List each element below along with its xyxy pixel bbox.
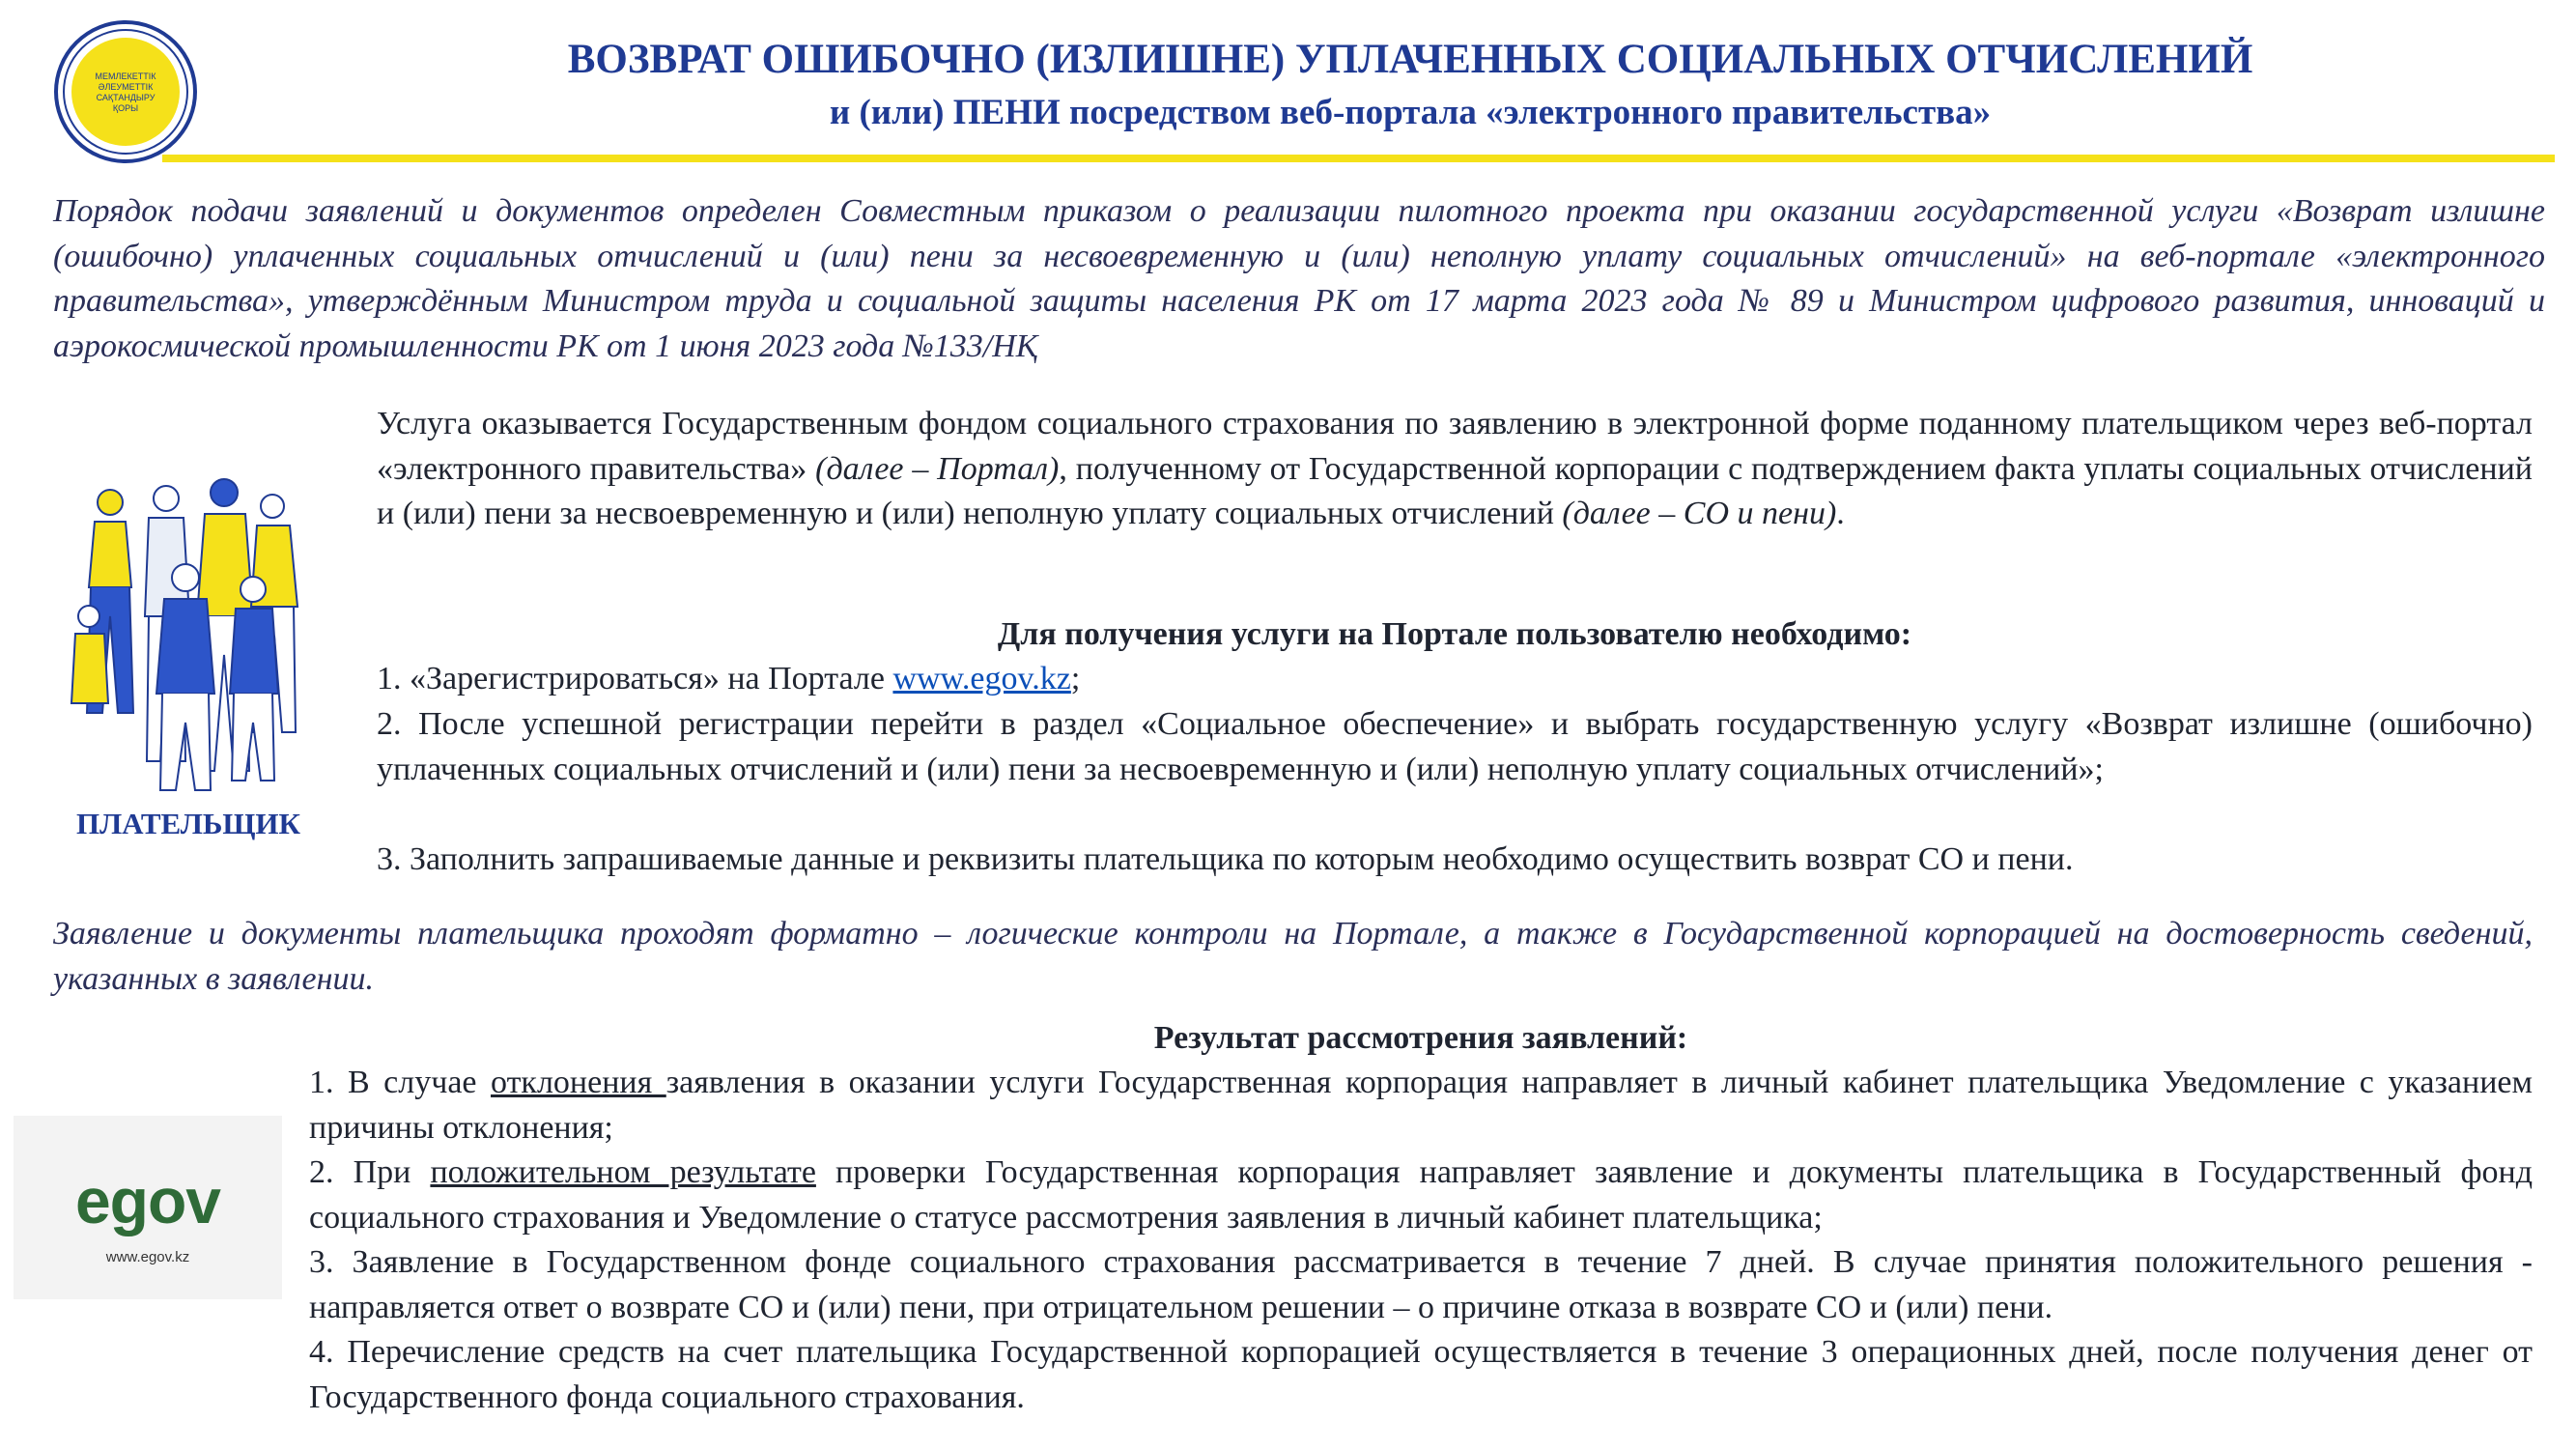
- intro-paragraph: Порядок подачи заявлений и документов определен Совместным приказом о реализации пилотного проекта при оказании государственной услуги «Возврат излишне (ошибочно) уплаченных социальных отчислений и (или) пени за несвоевременную и (или) неполную уплату социальных отчислений» на веб-портале «электронного правительства», утверждённым Министром труда и социальной защиты населения РК от 17 марта 2023 года № 89 и Министром цифрового развития, инноваций и аэрокосмической промышленности РК от 1 июня 2023 года №133/НҚ: [53, 193, 2545, 364]
- egov-logo-text: egov: [74, 1165, 221, 1236]
- result-2: [309, 1151, 2533, 1240]
- check-paragraph: Заявление и документы плательщика проходят форматно – логические контроли на Портале, а также в Государственной корпорацией на достоверность сведений, указанных в заявлении.: [53, 916, 2533, 997]
- result-2-post: проверки Государственная корпорация направляет заявление и документы плательщика в Государственный фонд социального страхования и Уведомление о статусе рассмотрения заявления в личный кабинет плательщика;: [309, 1154, 2533, 1236]
- egov-logo: [14, 1116, 282, 1299]
- fund-logo: [53, 19, 198, 164]
- people-illustration: [60, 471, 321, 798]
- result-1: [309, 1061, 2533, 1151]
- svg-text:САҚТАНДЫРУ: САҚТАНДЫРУ: [96, 93, 156, 102]
- service-text-2: , полученному от Государственной корпорации с подтверждением факта уплаты социальных отчислений и (или) пени за несвоевременную и (или) неполную уплату социальных отчислений: [377, 450, 2533, 531]
- service-description: [377, 402, 2533, 537]
- payer-label: ПЛАТЕЛЬЩИК: [75, 807, 301, 840]
- step-3: 3. Заполнить запрашиваемые данные и реквизиты плательщика по которым необходимо осуществить возврат СО и пени.: [377, 841, 2074, 877]
- result-1-post: заявления в оказании услуги Государственная корпорация направляет в личный кабинет плательщика Уведомление с указанием причины отклонения;: [309, 1065, 2533, 1146]
- egov-logo-url: www.egov.kz: [105, 1249, 190, 1265]
- service-note-so: (далее – СО и пени): [1562, 496, 1837, 531]
- result-1-pre: 1. В случае: [309, 1065, 492, 1100]
- page-title-line1: ВОЗВРАТ ОШИБОЧНО (ИЗЛИШНЕ) УПЛАЧЕННЫХ СОЦИАЛЬНЫХ ОТЧИСЛЕНИЙ: [567, 37, 2253, 82]
- step-1-end: ;: [1070, 661, 1081, 696]
- result-2-pre: 2. При: [309, 1154, 431, 1190]
- svg-text:ҚОРЫ: ҚОРЫ: [112, 103, 139, 113]
- results-heading: Результат рассмотрения заявлений:: [1153, 1020, 1688, 1056]
- result-2-underlined: положительном результате: [430, 1154, 816, 1190]
- result-1-underlined: отклонения: [491, 1065, 666, 1100]
- svg-text:ӘЛЕУМЕТТІК: ӘЛЕУМЕТТІК: [98, 82, 154, 92]
- page-title-line2: и (или) ПЕНИ посредством веб-портала «электронного правительства»: [829, 93, 1992, 132]
- title-divider: [162, 155, 2555, 162]
- steps-heading: Для получения услуги на Портале пользователю необходимо:: [997, 616, 1912, 652]
- service-text-3: .: [1836, 496, 1845, 531]
- step-2: 2. После успешной регистрации перейти в раздел «Социальное обеспечение» и выбрать государственную услугу «Возврат излишне (ошибочно) уплаченных социальных отчислений и (или) пени за несвоевременную и (или) неполную уплату социальных отчислений»;: [377, 706, 2533, 787]
- result-3: 3. Заявление в Государственном фонде социального страхования рассматривается в течение 7 дней. В случае принятия положительного решения - направляется ответ о возврате СО и (или) пени, при отрицательном решении – о причине отказа в возврате СО и (или) пени.: [309, 1244, 2533, 1325]
- step-1: [377, 657, 2533, 702]
- egov-link[interactable]: www.egov.kz: [892, 661, 1071, 696]
- service-text-1: Услуга оказывается Государственным фондом социального страхования по заявлению в электронной форме поданному плательщиком через веб-портал «электронного правительства»: [377, 406, 2533, 487]
- step-1-text: 1. «Зарегистрироваться» на Портале: [377, 661, 893, 696]
- service-note-portal: (далее – Портал): [815, 450, 1060, 487]
- svg-text:МЕМЛЕКЕТТІК: МЕМЛЕКЕТТІК: [95, 71, 156, 81]
- result-4: 4. Перечисление средств на счет плательщика Государственной корпорацией осуществляется в течение 3 операционных дней, после получения денег от Государственного фонда социального страхования.: [309, 1334, 2533, 1415]
